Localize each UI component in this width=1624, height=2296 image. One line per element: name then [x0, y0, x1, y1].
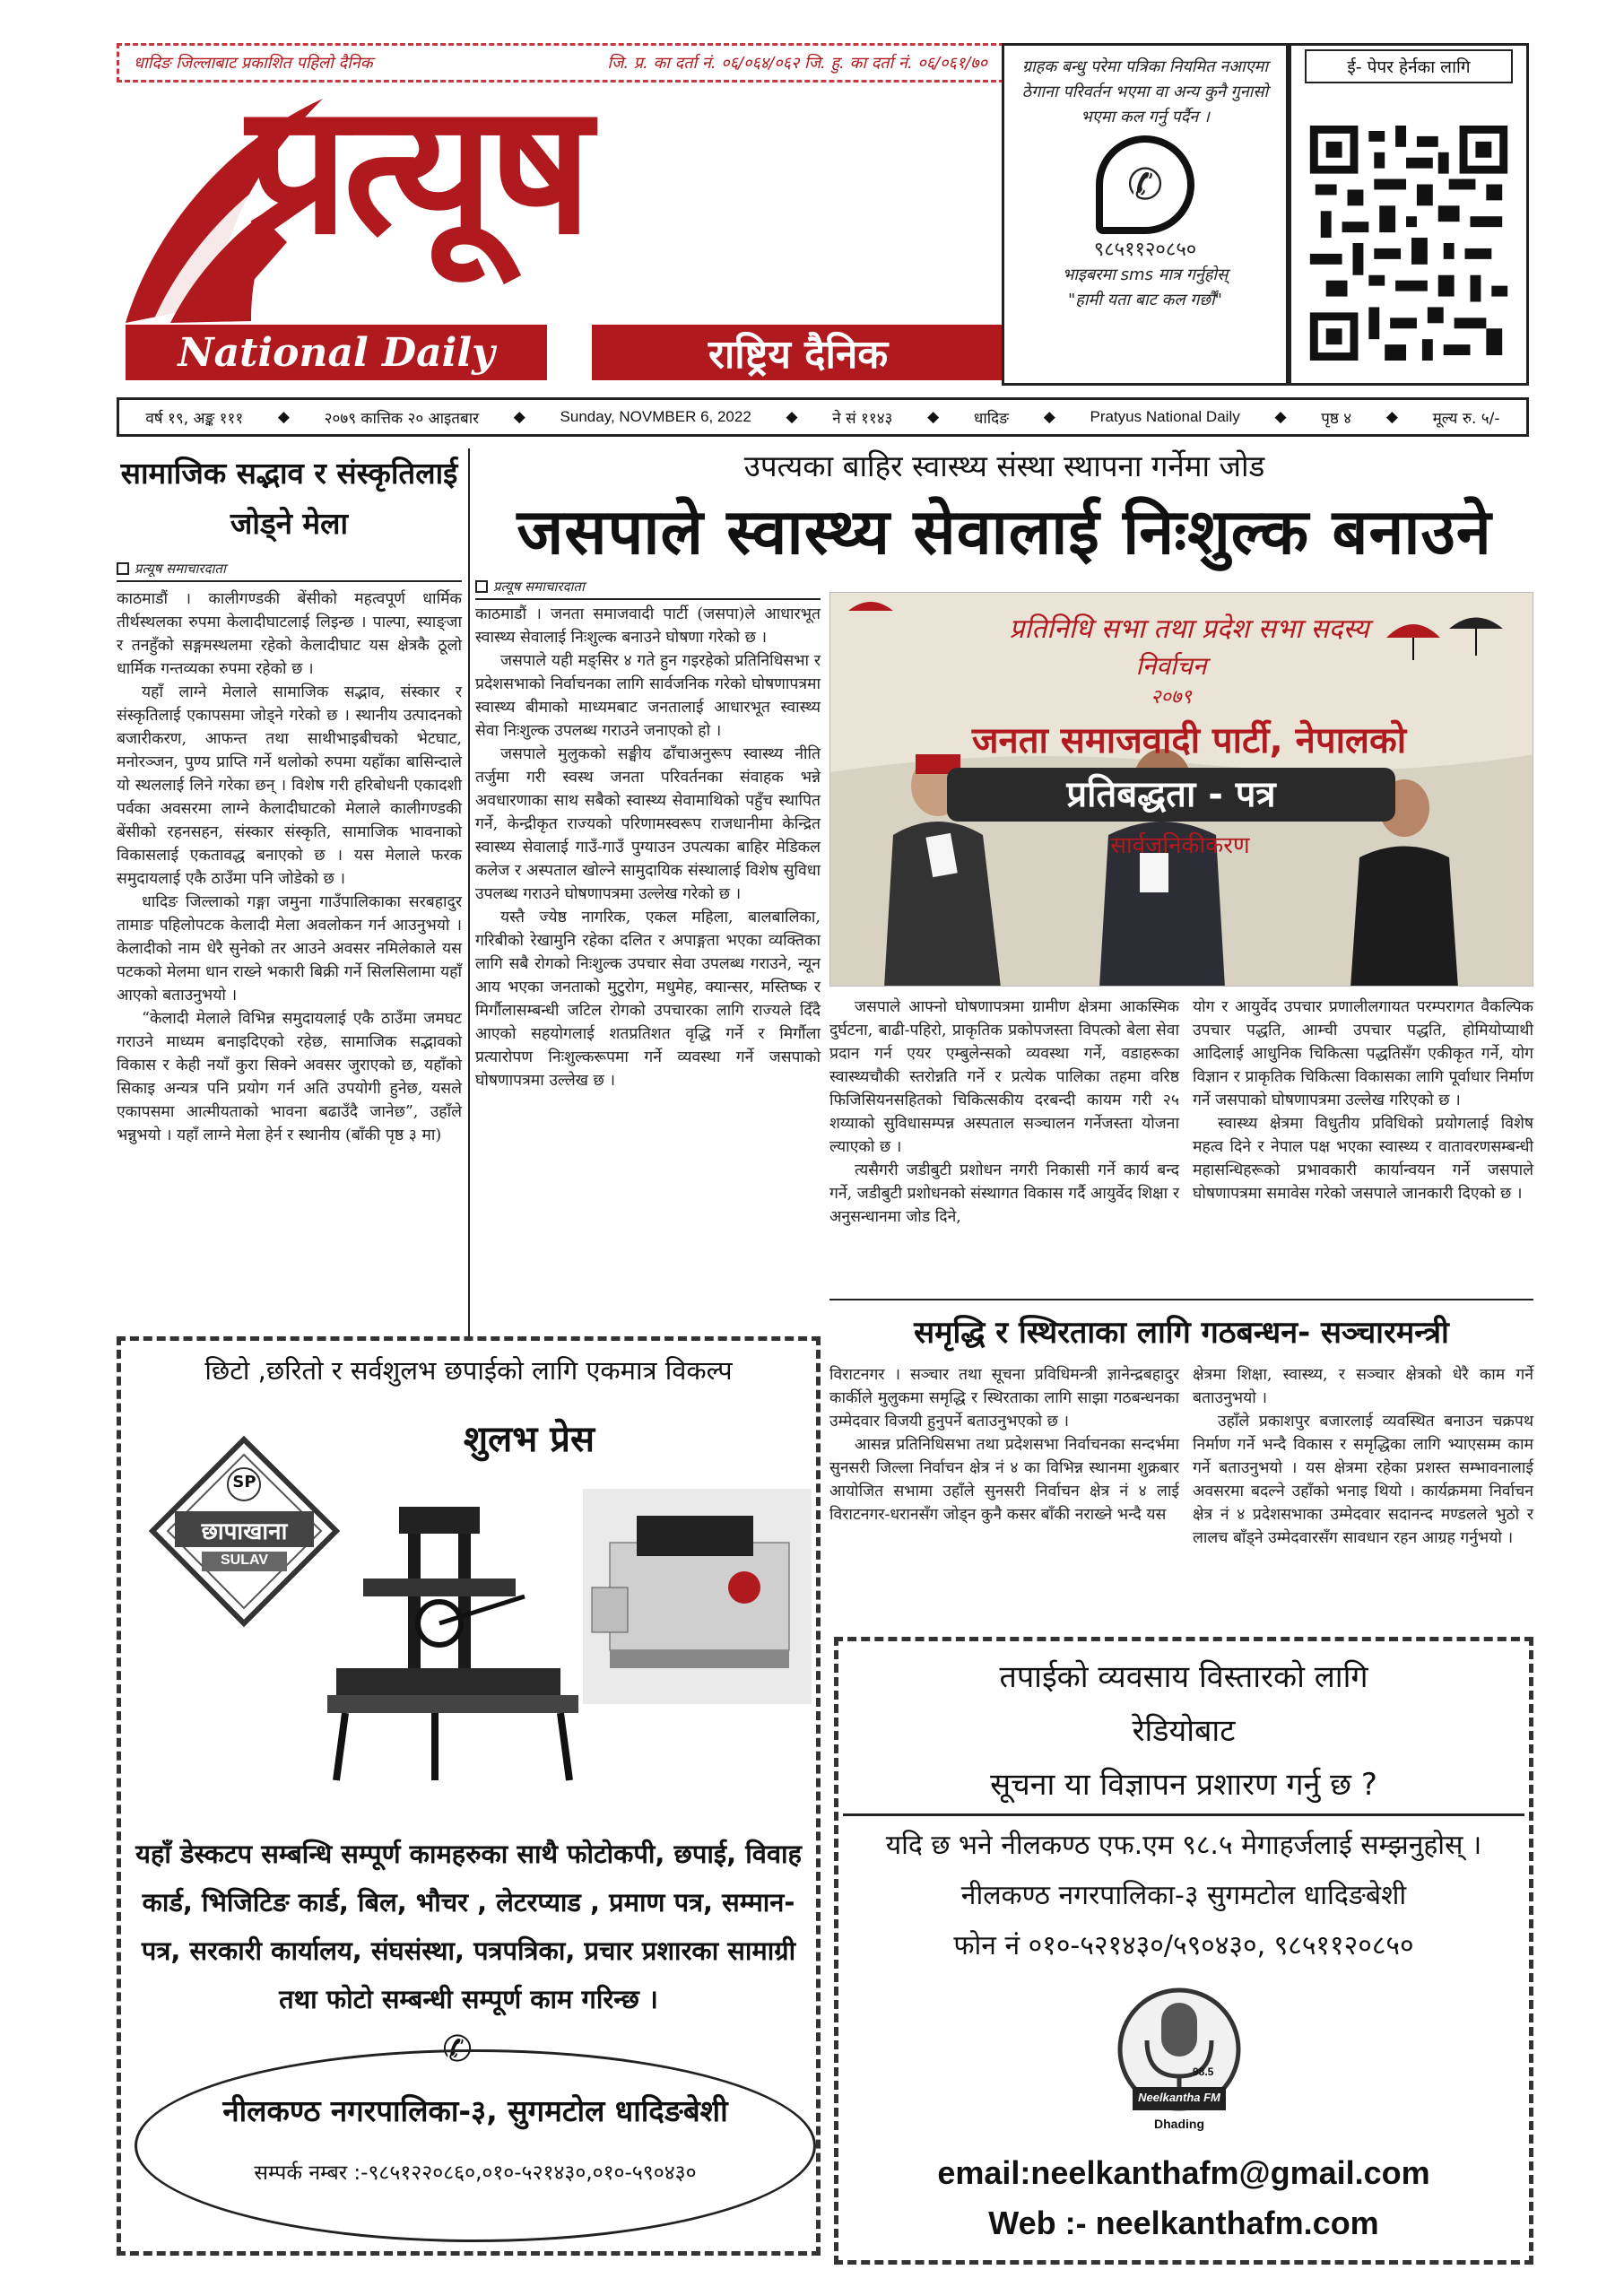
national-daily-band: National Daily	[126, 325, 547, 380]
strip-left-text: धादिङ जिल्लाबाट प्रकाशित पहिलो दैनिक	[134, 54, 373, 73]
printing-press-illustration	[309, 1489, 605, 1785]
paragraph: आसन्न प्रतिनिधिसभा तथा प्रदेशसभा निर्वाचनका सन्दर्भमा सुनसरी जिल्ला निर्वाचन क्षेत्र नं ४ का विभिन्न स्थानमा शुक्रबार आयोजित सभामा उहाँले सुनसरी निर्वाचन क्षेत्र नं ४ लाई विराटनगर-धरानसँग जोड्न कुनै कसर बाँकी नराख्ने भन्दै यस	[829, 1436, 1179, 1524]
paragraph: स्वास्थ्य क्षेत्रमा विधुतीय प्रविधिको प्रयोगलाई विशेष महत्व दिने र नेपाल पक्ष भएका स्वास्थ्य र वातावरणसम्बन्धी महासन्धिहरूको प्रभावकारी कार्यान्वयन गर्ने जसपाले घोषणापत्रमा समावेस गरेको जसपाले जानकारी दिएको छ ।	[1193, 1115, 1533, 1203]
samriddhi-col1	[829, 1363, 1179, 1526]
news-photo	[829, 592, 1533, 987]
volume-issue: वर्ष १९, अङ्क १११	[145, 409, 244, 428]
samriddhi-headline[interactable]: समृद्धि र स्थिरताका लागि गठबन्धन- सञ्चारमन्त्री	[914, 1315, 1449, 1351]
neelkantha-fm-logo	[1107, 1987, 1251, 2139]
main-story-col1	[475, 603, 821, 1092]
paragraph: जसपाले आफ्नो घोषणापत्रमा ग्रामीण क्षेत्रमा आकस्मिक दुर्घटना, बाढी-पहिरो, प्राकृतिक प्रकोपजस्ता विपत्को बेला सेवा प्रदान गर्न एयर एम्बुलेन्सको व्यवस्था गर्ने, वडाहरूका स्वास्थ्यचौकी स्तरोन्नति गर्ने र प्रत्येक पालिका तहमा वरिष्ठ फिजिसियनसहितको चिकित्सकीय दरबन्दी कायम गरी २५ शय्याको सुविधासम्पन्न अस्पताल सञ्चालन गर्नेजस्ता योजना ल्याएको छ ।	[829, 998, 1179, 1156]
paragraph: जसपाले यही मङ्सिर ४ गते हुन गइरहेको प्रतिनिधिसभा र प्रदेशसभाको निर्वाचनका लागि सार्वजनिक गरेको घोषणापत्रमा स्वास्थ्य बीमाको माध्यमबाट जनतालाई आधारभूत स्वास्थ्य सेवा निःशुल्क उपलब्ध गराउने जनाएको हो ।	[475, 652, 821, 740]
paragraph: क्षेत्रमा शिक्षा, स्वास्थ्य, र सञ्चार क्षेत्रको धेरै काम गर्ने बताउनुभयो ।	[1193, 1366, 1533, 1407]
photo-banner-line3: २०७९	[1151, 686, 1192, 709]
photo-banner-line4: जनता समाजवादी पार्टी, नेपालको	[971, 720, 1407, 761]
paragraph: यस्तै ज्येष्ठ नागरिक, एकल महिला, बालबालिका, गरिबीको रेखामुनि रहेका दलित र अपाङ्गता भएका व्यक्तिका लागि सबै रोगको निःशुल्क उपचार सेवा उपलब्ध गराउने, न्यून आय भएका जनताको मुटुरोग, मधुमेह, क्यान्सर, मस्तिष्क र मिर्गौलासम्बन्धी जटिल रोगको उपचारका लागि राज्यले दिँदै आएको सहयोगलाई शतप्रतिशत वृद्धि गर्ने र मिर्गौला प्रत्यारोपण निःशुल्करूपमा गर्ने व्यवस्था गर्ने जसपाको घोषणापत्रमा उल्लेख छ ।	[475, 909, 821, 1090]
paragraph: “केलादी मेलाले विभिन्न समुदायलाई एकै ठाउँमा जमघट गराउने माध्यम बनाइदिएको रहेछ, सामाजिक सद्भावको विकास र केही नयाँ कुरा सिक्ने अवसर जुराएको छ, यहाँको सिकाइ अन्यत्र पनि प्रयोग गर्न अति उपयोगी हुनेछ, यसले एकापसमा आत्मीयताको भावना बढाउँदै जानेछ”, उहाँले भन्नुभयो । यहाँ लाग्ने मेला हेर्न र स्थानीय (बाँकी पृष्ठ ३ मा)	[117, 1010, 462, 1144]
paragraph: योग र आयुर्वेद उपचार प्रणालीलगायत परम्परागत वैकल्पिक उपचार पद्धति, आम्ची उपचार पद्धति, होमियोप्याथी आदिलाई आधुनिक चिकित्सा पद्धतिसँग एकीकृत गर्ने, योग विज्ञान र प्राकृतिक चिकित्सा विकासका लागि पूर्वाधार निर्माण गर्ने जसपाको घोषणापत्रमा उल्लेख गरिएको छ ।	[1193, 998, 1533, 1109]
main-story-kicker: उपत्यका बाहिर स्वास्थ्य संस्था स्थापना गर्नेमा जोड	[743, 448, 1265, 483]
press-address-oval	[135, 2049, 816, 2242]
main-story-col3	[1193, 996, 1533, 1205]
epaper-label: ई- पेपर हेर्नका लागि	[1305, 49, 1513, 83]
press-title: शुलभ प्रेस	[463, 1419, 595, 1460]
paragraph: जसपाले मुलुकको सङ्घीय ढाँचाअनुरूप स्वास्थ्य नीति तर्जुमा गरी स्वस्थ जनता परिवर्तनका संवाहक भन्ने अवधारणाका साथ सबैको स्वास्थ्य सेवामाथिको पहुँच स्थापित गर्ने, केन्द्रीकृत राज्यको परिणामस्वरूप राजधानीमा केन्द्रित स्वास्थ्य सेवालाई गाउँ-गाउँ पुग्याउन उपत्यका बाहिर मेडिकल कलेज र अस्पताल खोल्ने सामुदायिक संस्थालाई विशेष सुविधा उपलब्ध गराउने घोषणापत्रमा उल्लेख गरेको छ ।	[475, 745, 821, 903]
story-divider	[829, 1299, 1533, 1300]
main-story-byline: प्रत्यूष समाचारदाता	[475, 574, 821, 600]
radio-contact	[843, 2148, 1524, 2248]
radio-info	[843, 1821, 1524, 1971]
left-story-byline: प्रत्यूष समाचारदाता	[117, 556, 462, 582]
radio-info2: नीलकण्ठ नगरपालिका-३ सुगमटोल धादिङबेशी	[960, 1880, 1407, 1911]
date-bar: वर्ष १९, अङ्क १११ ◆ २०७९ कात्तिक २० आइतबार ◆ Sunday, NOVMBER 6, 2022 ◆ ने सं ११४३ ◆ धादिङ ◆ Pratyus National Daily ◆ पृष्ठ ४ ◆ मूल्य रु. ५/-	[117, 397, 1529, 437]
press-services: यहाँ डेस्कटप सम्बन्धि सम्पूर्ण कामहरुका साथै फोटोकपी, छपाई, विवाह कार्ड, भिजिटिङ कार्ड, बिल, भौचर , लेटरप्याड , प्रमाण पत्र, सम्मान-पत्र, सरकारी कार्यालय, संघसंस्था, पत्रपत्रिका, प्रचार प्रशारका सामाग्री तथा फोटो सम्बन्धी सम्पूर्ण काम गरिन्छ ।	[135, 1839, 802, 2014]
fm-frequency: 98.5	[1193, 2066, 1214, 2078]
press-contact[interactable]: सम्पर्क नम्बर :-९८५१२२०८६०,०१०-५२१४३०,०१०-५९०४३०	[254, 2161, 697, 2185]
paragraph: यहाँ लाग्ने मेलाले सामाजिक सद्भाव, संस्कार र संस्कृतिलाई एकापसमा जोड्ने गरेको छ । स्थानीय उत्पादनको बजारीकरण, आफन्त तथा साथीभाइबीचको भेटघाट, मनोरञ्जन, पुण्य प्राप्ति गर्ने थलोको रुपमा यहाँका बासिन्दाले यो स्थललाई लिने गरेका छन् । विशेष गरी हरिबोधनी एकादशी पर्वका अवसरमा लाग्ने केलादीघाटको मेलाले कालीगण्डकी बेंसीको रहनसहन, संस्कार संस्कृति, सामाजिक भावनाको विकासलाई एकतावद्ध बनाएको छ । यस मेलाले फरक समुदायलाई एकै ठाउँमा पनि जोडेको छ ।	[117, 683, 462, 888]
radio-info1: यदि छ भने नीलकण्ठ एफ.एम ९८.५ मेगाहर्जलाई सम्झनुहोस् ।	[885, 1830, 1482, 1861]
paragraph: काठमाडौं । कालीगण्डकी बेंसीको महत्वपूर्ण धार्मिक तीर्थस्थलका रुपमा केलादीघाटलाई लिइन्छ । पाल्पा, स्याङ्जा र तनहुँको सङ्गमस्थलमा रहेको केलादीघाट यस क्षेत्रकै ठूलो धार्मिक गन्तव्यका रुपमा रहेको छ ।	[117, 590, 463, 678]
rastriya-dainik-band: राष्ट्रिय दैनिक	[592, 325, 1004, 380]
paper-name: Pratyus National Daily	[1090, 408, 1240, 425]
phone-icon: ✆	[442, 2029, 473, 2070]
main-story-headline[interactable]: जसपाले स्वास्थ्य सेवालाई निःशुल्क बनाउने	[517, 495, 1492, 569]
qr-code-icon[interactable]	[1309, 126, 1508, 361]
column-divider	[468, 448, 470, 1336]
logo-sp: SP	[232, 1473, 256, 1492]
viber-quote: "हामी यता बाट कल गर्छौं"	[1068, 291, 1222, 309]
photo-banner-line6: सार्वजनिकीकरण	[1110, 832, 1250, 859]
viber-text: ग्राहक बन्धु परेमा पत्रिका नियमित नआएमा ठेगाना परिवर्तन भएमा वा अन्य कुनै गुनासो भएमा कल गर्नु पर्दैन ।	[1021, 57, 1269, 126]
viber-phone-icon: ✆	[1096, 135, 1194, 234]
paragraph: काठमाडौं । जनता समाजवादी पार्टी (जसपा)ले आधारभूत स्वास्थ्य सेवालाई निःशुल्क बनाउने घोषणा गरेको छ ।	[475, 605, 821, 647]
viber-info-box	[1002, 43, 1289, 386]
radio-line1: तपाईको व्यवसाय विस्तारको लागि	[999, 1659, 1368, 1695]
page-number: पृष्ठ ४	[1321, 409, 1352, 428]
english-date: Sunday, NOVMBER 6, 2022	[560, 408, 751, 425]
press-tagline: छिटो ,छरितो र सर्वशुलभ छपाईको लागि एकमात्र विकल्प	[204, 1355, 733, 1386]
left-story	[117, 448, 462, 1336]
radio-info3[interactable]: फोन नं ०१०-५२१४३०/५९०४३०, ९८५११२०८५०	[953, 1930, 1414, 1961]
paragraph: विराटनगर । सञ्चार तथा सूचना प्रविधिमन्त्री ज्ञानेन्द्रबहादुर कार्कीले मुलुकमा समृद्धि र स्थिरताका लागि साझा गठबन्धनका उम्मेदवार विजयी हुनुपर्ने बताउनुभएको छ ।	[829, 1366, 1179, 1431]
viber-number: ९८५११२०८५०	[1093, 239, 1197, 261]
samriddhi-col2	[1193, 1363, 1533, 1550]
left-story-headline[interactable]: सामाजिक सद्भाव र संस्कृतिलाई जोड्ने मेला	[120, 456, 458, 541]
paragraph: धादिङ जिल्लाको गङ्गा जमुना गाउँपालिकाका सरबहादुर तामाङ पहिलोपटक केलादी मेला अवलोकन गर्न आउनुभयो । केलादीको नाम धेरै सुनेको तर आउने अवसर नमिलेकाले यस पटकको मेलमा धान राख्ने भकारी बिक्री गर्ने सिलसिलामा यहाँ आएको बताउनुभयो ।	[117, 893, 462, 1004]
logo-chhapakhana: छापाखाना	[201, 1518, 288, 1545]
fm-name: Neelkantha FM	[1138, 2091, 1220, 2104]
radio-line2: रेडियोबाट	[1132, 1713, 1236, 1749]
nepali-date: २०७९ कात्तिक २० आइतबार	[324, 409, 480, 428]
price: मूल्य रु. ५/-	[1432, 409, 1500, 428]
left-story-body	[117, 587, 462, 1147]
photo-banner-line1: प्रतिनिधि सभा तथा प्रदेश सभा सदस्य	[1009, 613, 1369, 645]
viber-note: भाइबरमा sms मात्र गर्नुहोस्	[1062, 265, 1229, 284]
strip-right-text: जि. प्र. का दर्ता नं. ०६/०६४/०६२ जि. हु. का दर्ता नं. ०६/०६१/७०	[607, 54, 987, 73]
brand-title: प्रत्यूष	[247, 65, 587, 274]
fm-place: Dhading	[1154, 2117, 1204, 2131]
paragraph: उहाँले प्रकाशपुर बजारलाई व्यवस्थित बनाउन चक्रपथ निर्माण गर्ने भन्दै विकास र समृद्धिका लागि भ्याएसम्म काम गर्ने बताउनुभयो । यस क्षेत्रमा रहेका प्रशस्त सम्भावनालाई अवसरमा बदल्ने उहाँको भनाइ थियो । कार्यक्रममा निर्वाचन क्षेत्र नं ४ प्रदेशसभाका उम्मेदवार सदानन्द मण्डलले भुठो र लालच बाँड्ने उम्मेदवारसँग सावधान रहन आग्रह गर्नुभयो ।	[1193, 1413, 1533, 1547]
paragraph: त्यसैगरी जडीबुटी प्रशोधन नगरी निकासी गर्ने कार्य बन्द गर्ने, जडीबुटी प्रशोधनको संस्थागत विकास गर्दै आयुर्वेद शिक्षा र अनुसन्धानमा जोड दिने,	[829, 1161, 1179, 1226]
photo-banner-line5: प्रतिबद्धता - पत्र	[947, 768, 1395, 822]
logo-sulav: SULAV	[220, 1552, 269, 1568]
nepal-sambat: ने सं ११४३	[832, 409, 893, 428]
radio-divider	[843, 1813, 1524, 1816]
main-story-col2	[829, 996, 1179, 1229]
radio-email[interactable]: email:neelkanthafm@gmail.com	[937, 2154, 1430, 2191]
radio-line3: सूचना या विज्ञापन प्रशारण गर्नु छ ?	[990, 1767, 1377, 1803]
radio-web[interactable]: Web :- neelkanthafm.com	[988, 2205, 1379, 2241]
radio-ad-headline	[843, 1650, 1524, 1812]
press-address: नीलकण्ठ नगरपालिका-३, सुगमटोल धादिङबेशी	[222, 2093, 728, 2128]
offset-machine-illustration	[583, 1489, 812, 1704]
photo-banner-line2: निर्वाचन	[1135, 651, 1207, 681]
place: धादिङ	[973, 409, 1009, 428]
